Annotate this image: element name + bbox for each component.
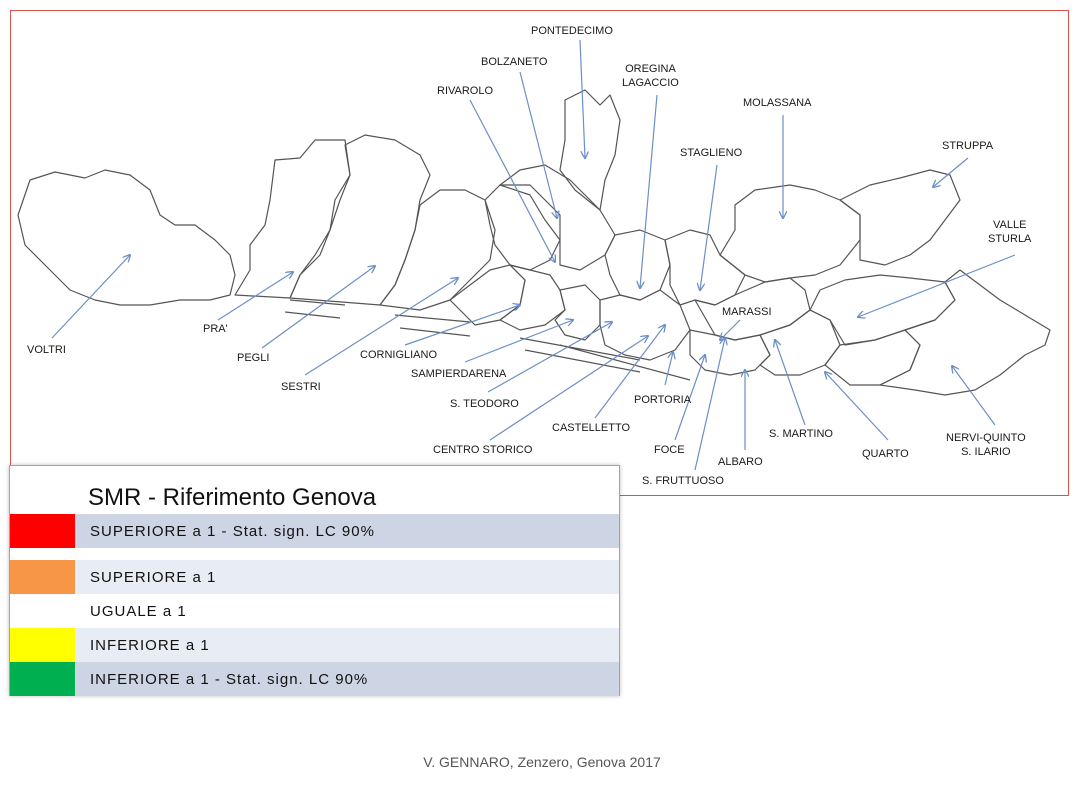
label-nervi-line1: NERVI-QUINTO: [946, 432, 1026, 444]
legend-swatch-yellow: [10, 628, 75, 662]
label-foce: FOCE: [654, 444, 685, 456]
label-castelletto: CASTELLETTO: [552, 422, 631, 434]
legend-swatch-green: [10, 662, 75, 696]
label-s-martino: S. MARTINO: [769, 428, 833, 440]
label-nervi-line2: S. ILARIO: [961, 446, 1011, 458]
arrow-cornigliano: [405, 305, 520, 345]
legend-swatch-red: [10, 514, 75, 548]
label-staglieno: STAGLIENO: [680, 147, 743, 159]
label-sampierdarena: SAMPIERDARENA: [411, 368, 507, 380]
arrow-pontedecimo: [580, 40, 585, 158]
label-quarto: QUARTO: [862, 448, 909, 460]
label-oregina-line2: LAGACCIO: [622, 77, 679, 89]
arrow-voltri: [52, 255, 130, 338]
legend-row: [10, 628, 619, 662]
legend-title: SMR - Riferimento Genova: [88, 484, 377, 511]
label-arrows: [52, 40, 1015, 470]
arrow-bolzaneto: [520, 72, 557, 218]
label-voltri: VOLTRI: [27, 344, 66, 356]
label-s-fruttuoso: S. FRUTTUOSO: [642, 475, 724, 487]
label-oregina-line1: OREGINA: [625, 63, 676, 75]
arrow-nervi: [952, 366, 995, 425]
label-pra: PRA': [203, 323, 228, 335]
legend-row: [10, 560, 619, 594]
label-bolzaneto: BOLZANETO: [481, 56, 548, 68]
label-valle-line1: VALLE: [992, 219, 1027, 231]
label-sestri: SESTRI: [281, 381, 321, 393]
district-outlines: [18, 90, 1050, 395]
arrow-portoria: [665, 352, 673, 385]
arrow-quarto: [825, 372, 888, 440]
legend-row: [10, 514, 619, 548]
legend-label: UGUALE a 1: [90, 603, 187, 620]
label-pontedecimo: PONTEDECIMO: [531, 25, 613, 37]
arrow-pegli: [262, 266, 375, 348]
smr-legend: [9, 465, 620, 696]
label-oregina: [622, 62, 679, 90]
label-portoria: PORTORIA: [634, 394, 692, 406]
footer-credit: V. GENNARO, Zenzero, Genova 2017: [423, 754, 661, 770]
label-rivarolo: RIVAROLO: [437, 85, 494, 97]
arrow-s-fruttuoso: [695, 338, 725, 470]
legend-label: INFERIORE a 1 - Stat. sign. LC 90%: [90, 671, 369, 688]
label-pegli: PEGLI: [237, 352, 270, 364]
label-centro-storico: CENTRO STORICO: [433, 444, 533, 456]
legend-swatch-orange: [10, 560, 75, 594]
arrow-marassi: [720, 320, 740, 340]
label-valle-sturla: [988, 218, 1031, 246]
legend-label: INFERIORE a 1: [90, 637, 210, 654]
label-molassana: MOLASSANA: [743, 97, 812, 109]
arrow-rivarolo: [470, 100, 555, 262]
legend-label: SUPERIORE a 1 - Stat. sign. LC 90%: [90, 523, 375, 540]
legend-row: [10, 662, 619, 696]
arrow-s-teodoro: [488, 322, 612, 392]
arrow-pra: [218, 272, 293, 320]
legend-label: SUPERIORE a 1: [90, 569, 217, 586]
arrow-oregina: [640, 95, 657, 288]
label-s-teodoro: S. TEODORO: [450, 398, 519, 410]
arrow-s-martino: [775, 340, 805, 425]
label-struppa: STRUPPA: [942, 140, 994, 152]
label-cornigliano: CORNIGLIANO: [360, 349, 438, 361]
arrow-staglieno: [700, 165, 717, 290]
label-albaro: ALBARO: [718, 456, 763, 468]
legend-swatch-white: [10, 594, 75, 628]
legend-row: [10, 594, 619, 628]
label-valle-line2: STURLA: [988, 233, 1032, 245]
label-marassi: MARASSI: [722, 306, 772, 318]
label-nervi: [946, 431, 1026, 459]
